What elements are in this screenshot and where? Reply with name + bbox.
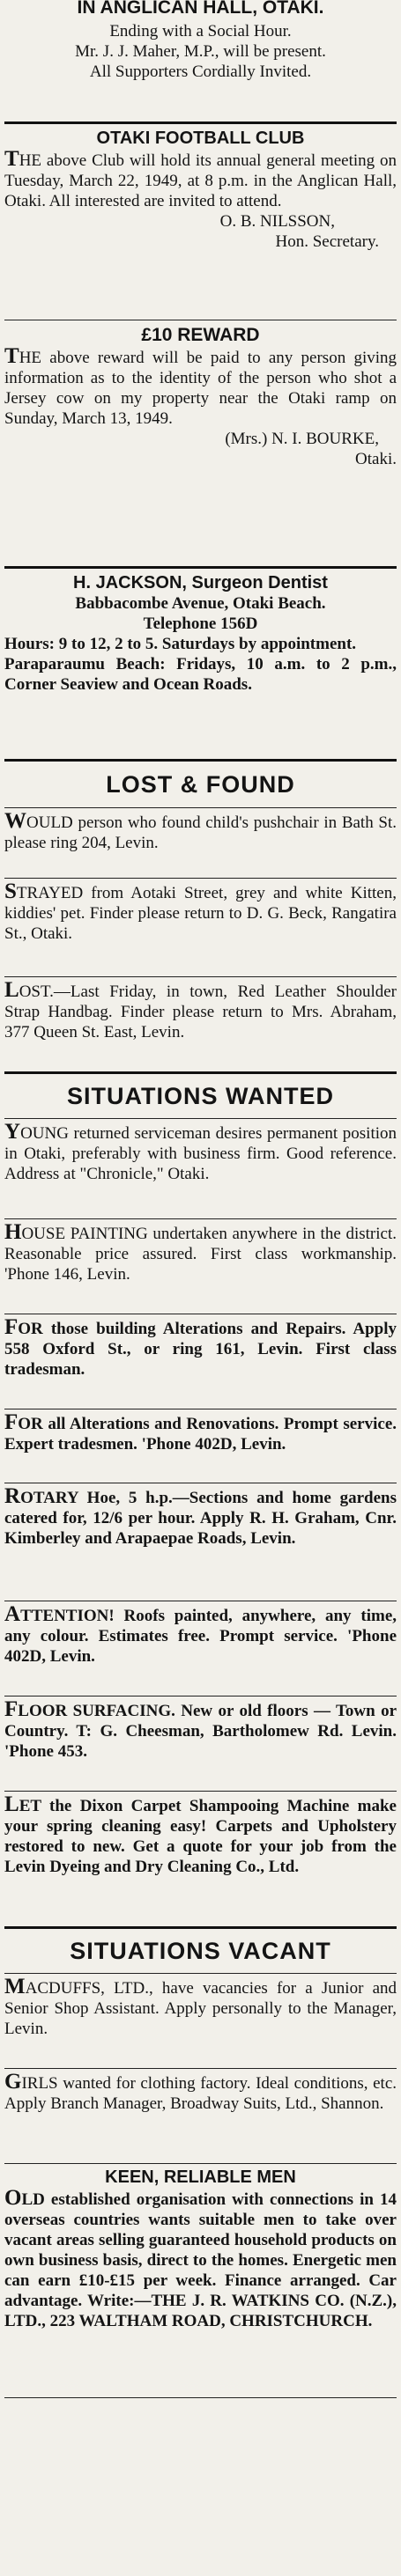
watkins-text: OLD established organisation with connections in 14 overseas countries wants suitable men to take over vacant areas selling guaranteed household products on own business basis, direct to the homes. Energetic men can earn £10-£15 per week. Finance arranged. Car advantage. Write:—THE J. R. WATKINS CO. (N.Z.), LTD., 223 WALTHAM ROAD, CHRISTCHURCH. xyxy=(4,2186,397,2330)
social-notice-line: All Supporters Cordially Invited. xyxy=(89,63,312,81)
situations-wanted-item xyxy=(4,1409,397,1483)
situations-wanted-text: FOR those building Alterations and Repairs. Apply 558 Oxford St., or ring 161, Levin. First class tradesman. xyxy=(4,1315,397,1379)
situations-wanted-item xyxy=(4,1219,397,1314)
situations-vacant-item xyxy=(4,1974,397,2068)
football-club-signature: O. B. NILSSON, xyxy=(219,212,335,231)
situations-wanted-text: FOR all Alterations and Renovations. Prompt service. Expert tradesmen. 'Phone 402D, Levin. xyxy=(4,1410,397,1454)
situations-wanted-item xyxy=(4,1483,397,1601)
football-club-text: THE above Club will hold its annual general meeting on Tuesday, March 22, 1949, at 8 p.m. in the Anglican Hall, Otaki. All interested are invited to attend. xyxy=(4,147,397,210)
situations-vacant-text: GIRLS wanted for clothing factory. Ideal conditions, etc. Apply Branch Manager, Broadway Suits, Ltd., Shannon. xyxy=(4,2070,397,2113)
reward-heading: £10 REWARD xyxy=(141,325,260,345)
lost-found-text: STRAYED from Aotaki Street, grey and white Kitten, kiddies' pet. Finder please return to D. G. Beck, Rangatira St., Otaki. xyxy=(4,880,397,943)
newspaper-classifieds-column xyxy=(4,0,397,2398)
situations-wanted-text: FLOOR SURFACING. New or old floors — Town or Country. T: G. Cheesman, Bartholomew Rd. Levin. 'Phone 453. xyxy=(4,1697,397,1761)
lost-found-item xyxy=(4,977,397,1071)
dentist-ad xyxy=(4,569,397,759)
social-notice xyxy=(4,0,397,121)
situations-wanted-text: YOUNG returned serviceman desires permanent position in Otaki, preferably with business firm. Good reference. Address at "Chronicle," Otaki. xyxy=(4,1120,397,1183)
situations-vacant-text: MACDUFFS, LTD., have vacancies for a Junior and Senior Shop Assistant. Apply personally to the Manager, Levin. xyxy=(4,1975,397,2038)
situations-wanted-text: ATTENTION! Roofs painted, anywhere, any time, any colour. Estimates free. Prompt service. 'Phone 402D, Levin. xyxy=(4,1602,397,1666)
situations-wanted-item xyxy=(4,1696,397,1791)
football-club-heading: OTAKI FOOTBALL CLUB xyxy=(96,129,305,148)
situations-wanted-item xyxy=(4,1601,397,1696)
dentist-hours: Hours: 9 to 12, 2 to 5. Saturdays by appointment. xyxy=(4,635,357,653)
dentist-phone: Telephone 156D xyxy=(143,615,258,633)
situations-wanted-item xyxy=(4,1792,397,1926)
divider xyxy=(4,2397,397,2398)
situations-wanted-text: HOUSE PAINTING undertaken anywhere in the district. Reasonable price assured. First class workmanship. 'Phone 146, Levin. xyxy=(4,1220,397,1284)
dentist-address: Babbacombe Avenue, Otaki Beach. xyxy=(75,594,326,613)
football-club-notice xyxy=(4,124,397,320)
social-notice-line: Ending with a Social Hour. xyxy=(109,22,292,40)
reward-notice xyxy=(4,320,397,566)
situations-wanted-header-box xyxy=(4,1074,397,1118)
reward-signature: (Mrs.) N. I. BOURKE, xyxy=(225,430,379,448)
situations-wanted-text: ROTARY Hoe, 5 h.p.—Sections and home gardens catered for, 12/6 per hour. Apply R. H. Graham, Cnr. Kimberley and Arapaepae Roads, Levin. xyxy=(4,1484,397,1548)
dentist-paraparaumu-hours: Paraparaumu Beach: Fridays, 10 a.m. to 2 p.m., Corner Seaview and Ocean Roads. xyxy=(4,655,397,694)
social-notice-heading: IN ANGLICAN HALL, OTAKI. xyxy=(77,0,324,18)
situations-vacant-heading: SITUATIONS VACANT xyxy=(70,1938,331,1964)
social-notice-line: Mr. J. J. Maher, M.P., will be present. xyxy=(75,42,326,61)
situations-vacant-header-box xyxy=(4,1929,397,1973)
lost-found-text: WOULD person who found child's pushchair in Bath St. please ring 204, Levin. xyxy=(4,809,397,852)
lost-found-item xyxy=(4,808,397,878)
lost-found-heading: LOST & FOUND xyxy=(106,771,295,798)
situations-wanted-heading: SITUATIONS WANTED xyxy=(67,1083,334,1109)
situations-vacant-item xyxy=(4,2069,397,2163)
lost-found-text: LOST.—Last Friday, in town, Red Leather Shoulder Strap Handbag. Finder please return to Mrs. Abraham, 377 Queen St. East, Levin. xyxy=(4,978,397,1041)
dentist-heading: H. JACKSON, Surgeon Dentist xyxy=(73,573,328,592)
lost-found-item xyxy=(4,879,397,976)
situations-wanted-item xyxy=(4,1119,397,1218)
watkins-recruitment-ad xyxy=(4,2164,397,2397)
football-club-sig-title: Hon. Secretary. xyxy=(275,232,379,251)
lost-found-header-box xyxy=(4,762,397,807)
reward-place: Otaki. xyxy=(355,450,397,468)
watkins-heading: KEEN, RELIABLE MEN xyxy=(105,2168,296,2187)
situations-wanted-item xyxy=(4,1314,397,1409)
reward-text: THE above reward will be paid to any person giving information as to the identity of the person who shot a Jersey cow on my property near the Otaki ramp on Sunday, March 13, 1949. xyxy=(4,344,397,428)
situations-wanted-text: LET the Dixon Carpet Shampooing Machine make your spring cleaning easy! Carpets and Upholstery restored to new. Get a quote for your job from the Levin Dyeing and Dry Cleaning Co., Ltd. xyxy=(4,1792,397,1876)
